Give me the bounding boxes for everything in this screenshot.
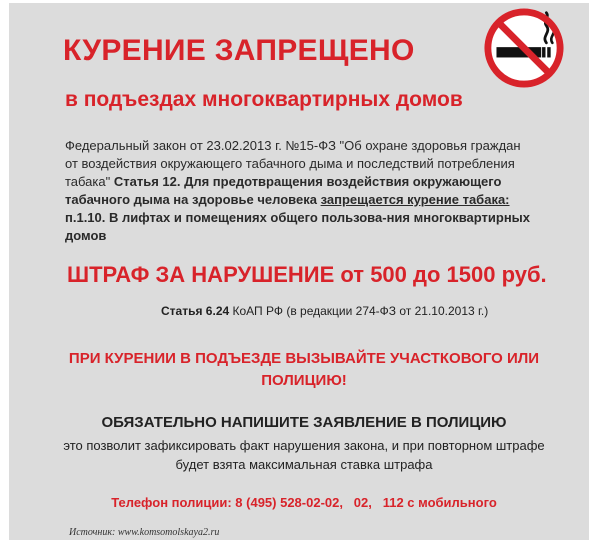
no-smoking-icon [481, 5, 567, 91]
law-clause: п.1.10. В лифтах и помещениях общего пользова-ния многоквартирных домов [65, 210, 531, 243]
article-rest: КоАП РФ (в редакции 274-ФЗ от 21.10.2013 г.) [229, 304, 489, 318]
law-prohibited: запрещается курение табака: [320, 192, 510, 207]
law-intro: Федеральный закон от 23.02.2013 г. №15-ФЗ "Об охране здоровья граждан от воздействия окружающего табачного дыма и последствий потребления табака" [65, 138, 521, 189]
sign-subtitle: в подъездах многоквартирных домов [65, 88, 463, 111]
police-phone: Телефон полиции: 8 (495) 528-02-02, 02, 112 с мобильного [111, 495, 497, 510]
law-article: Статья 12. Для предотвращения воздействия окружающего табачного дыма на здоровье человека [65, 174, 502, 207]
no-smoking-sign [9, 3, 589, 540]
fine-amount: ШТРАФ ЗА НАРУШЕНИЕ от 500 до 1500 руб. [67, 262, 547, 287]
file-report-explanation: это позволит зафиксировать факт нарушения закона, и при повторном штрафе будет взята максимальная ставка штрафа [63, 438, 545, 472]
law-text [65, 137, 535, 245]
article-reference [161, 304, 488, 318]
source-credit: Источник: www.komsomolskaya2.ru [69, 527, 220, 538]
file-report-heading: ОБЯЗАТЕЛЬНО НАПИШИТЕ ЗАЯВЛЕНИЕ В ПОЛИЦИЮ [101, 414, 507, 431]
call-police-text: ПРИ КУРЕНИИ В ПОДЪЕЗДЕ ВЫЗЫВАЙТЕ УЧАСТКОВОГО ИЛИ ПОЛИЦИЮ! [68, 350, 540, 389]
sign-title: КУРЕНИЕ ЗАПРЕЩЕНО [63, 34, 415, 67]
article-label: Статья 6.24 [161, 304, 230, 318]
